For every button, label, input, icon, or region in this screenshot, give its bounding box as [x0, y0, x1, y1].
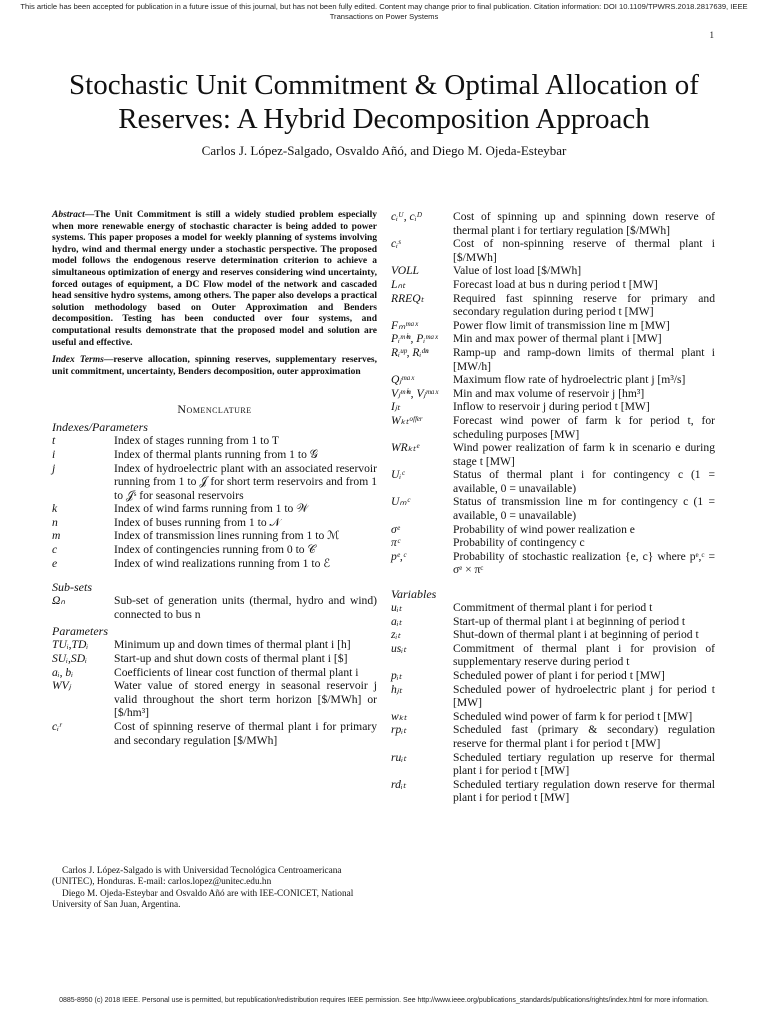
- nomenclature-symbol: Pᵢᵐⁱⁿ, Pᵢᵐᵃˣ: [391, 332, 438, 346]
- nomenclature-description: Status of thermal plant i for contingency c (1 = available, 0 = unavailable): [453, 468, 715, 495]
- nomenclature-symbol: Uᵢᶜ: [391, 468, 405, 482]
- nomenclature-description: Commitment of thermal plant i for period t: [453, 601, 653, 615]
- nomenclature-symbol: Rᵢᵘᵖ, Rᵢᵈⁿ: [391, 345, 429, 359]
- index-row: [52, 462, 377, 503]
- paper-title: Stochastic Unit Commitment & Optimal Allocation of Reserves: A Hybrid Decomposition Approach: [69, 69, 699, 135]
- nomenclature-symbol: Wₖₜᵒᶠᶠᵉʳ: [391, 413, 422, 427]
- subsets-list: [52, 594, 377, 621]
- parameter-row: [391, 400, 715, 414]
- variable-row: [391, 628, 715, 642]
- nomenclature-symbol: n: [52, 515, 58, 529]
- nomenclature-title: Nomenclature: [177, 402, 252, 417]
- nomenclature-symbol: aᵢₜ: [391, 614, 403, 628]
- nomenclature-symbol: Qⱼᵐᵃˣ: [391, 373, 415, 387]
- nomenclature-description: Status of transmission line m for contingency c (1 = available, 0 = unavailable): [453, 495, 715, 523]
- nomenclature-symbol: c: [52, 543, 58, 557]
- nomenclature-description: Index of buses running from 1 to 𝒩: [114, 515, 281, 529]
- nomenclature-description: Start-up of thermal plant i at beginning of period t: [453, 614, 686, 628]
- nomenclature-symbol: σᵉ: [391, 522, 400, 536]
- variable-row: [391, 778, 715, 805]
- abstract: [52, 210, 377, 349]
- nomenclature-description: Commitment of thermal plant i for provision of supplementary reserve during period t: [453, 641, 715, 669]
- nomenclature-description: Min and max power of thermal plant i [MW]: [453, 332, 662, 346]
- page-number: 1: [709, 30, 714, 40]
- variable-row: [391, 601, 715, 615]
- index-terms-lead: Index Terms: [52, 355, 104, 366]
- nomenclature-description: Ramp-up and ramp-down limits of thermal plant i [MW/h]: [453, 345, 715, 373]
- nomenclature-symbol: WRₖₜᵉ: [391, 441, 420, 455]
- nomenclature-description: Scheduled wind power of farm k for period t [MW]: [453, 709, 693, 723]
- variable-row: [391, 615, 715, 629]
- nomenclature-description: Start-up and shut down costs of thermal plant i [$]: [114, 652, 348, 666]
- index-row: [52, 557, 377, 571]
- parameter-row: [391, 536, 715, 550]
- nomenclature-description: Index of hydroelectric plant with an associated reservoir running from 1 to 𝒥 for short term reservoirs and from 1 to 𝒥ˢ for seasonal reservoirs: [114, 461, 377, 502]
- paper-authors: Carlos J. López-Salgado, Osvaldo Añó, and Diego M. Ojeda-Esteybar: [201, 143, 567, 158]
- nomenclature-symbol: zᵢₜ: [391, 628, 401, 642]
- parameter-row: [391, 495, 715, 522]
- parameters-list-left: [52, 638, 377, 747]
- nomenclature-description: Probability of contingency c: [453, 536, 585, 550]
- nomenclature-description: Scheduled power of hydroelectric plant j for period t [MW]: [453, 682, 715, 710]
- nomenclature-description: Index of transmission lines running from 1 to ℳ: [114, 529, 340, 543]
- parameters-list-right: [391, 210, 715, 577]
- nomenclature-description: Value of lost load [$/MWh]: [453, 264, 582, 278]
- nomenclature-description: Probability of wind power realization e: [453, 522, 635, 536]
- abstract-text: —The Unit Commitment is still a widely studied problem especially when more renewable energy of stochastic character is being added to power systems. This paper proposes a model for weekly planning of systems involving hydro, wind and thermal energy under a stochastic perspective. The proposed model follows the endogenous reserve determination criterion to achieve a simultaneous optimization of energy and reserves considering wind uncertainty, forced outages of equipment, a DC Flow model of the network and cascaded head sensitive hydro systems, among others. The paper also develops a practical solution methodology based on Outer Approximation and Benders decomposition. Testing has been conducted over four systems, and computational results demonstrate that the proposed model and solution are useful and effective.: [52, 210, 377, 348]
- nomenclature-description: Minimum up and down times of thermal plant i [h]: [114, 638, 351, 652]
- nomenclature-description: Probability of stochastic realization {e, c} where pᵉ,ᶜ = σᵉ × πᶜ: [453, 549, 715, 577]
- nomenclature-symbol: cᵢˢ: [391, 237, 401, 251]
- parameter-row: [391, 468, 715, 495]
- variable-row: [391, 751, 715, 778]
- abstract-lead: Abstract: [52, 210, 85, 220]
- copyright-notice: 0885-8950 (c) 2018 IEEE. Personal use is permitted, but republication/redistribution requires IEEE permission. See http://www.ieee.org/publications_standards/publications/rights/index.html for more information.: [59, 997, 709, 1004]
- parameter-row: [391, 237, 715, 264]
- nomenclature-symbol: πᶜ: [391, 536, 400, 550]
- variable-row: [391, 723, 715, 750]
- subset-row: [52, 594, 377, 621]
- footnote-line-2: Diego M. Ojeda-Esteybar and Osvaldo Añó are with IEE-CONICET, National University of San Juan, Argentina.: [52, 888, 354, 910]
- nomenclature-symbol: m: [52, 529, 61, 543]
- nomenclature-symbol: VOLL: [391, 264, 420, 278]
- index-row: [52, 448, 377, 462]
- nomenclature-symbol: t: [52, 434, 56, 448]
- nomenclature-description: Index of wind realizations running from 1 to ℰ: [114, 556, 331, 570]
- parameter-row: [52, 666, 377, 680]
- publication-notice: This article has been accepted for publication in a future issue of this journal, but has not been fully edited. Content may change prior to final publication. Citation information: DOI 10.1109/TPWRS.2018.2817639, IEEE Transactions on Power Systems: [20, 2, 748, 21]
- nomenclature-description: Maximum flow rate of hydroelectric plant j [m³/s]: [453, 373, 686, 387]
- nomenclature-symbol: pᵢₜ: [391, 669, 403, 682]
- footnote-line-1: Carlos J. López-Salgado is with Universidad Tecnológica Centroamericana (UNITEC), Honduras. E-mail: carlos.lopez@unitec.edu.hn: [52, 866, 342, 888]
- parameter-row: [391, 210, 715, 237]
- nomenclature-symbol: rpᵢₜ: [391, 723, 407, 737]
- nomenclature-symbol: SUᵢ,SDᵢ: [52, 652, 87, 666]
- index-terms-text: —reserve allocation, spinning reserves, supplementary reserves, unit commitment, uncertainty, Benders decomposition, outer approximation: [52, 355, 377, 377]
- nomenclature-description: Coefficients of linear cost function of thermal plant i: [114, 665, 359, 679]
- parameter-row: [391, 414, 715, 441]
- parameter-row: [52, 679, 377, 720]
- nomenclature-description: Water value of stored energy in seasonal reservoir j valid throughout the short term horizon [$/MWh] or [$/hm³]: [114, 679, 377, 720]
- index-row: [52, 516, 377, 530]
- nomenclature-symbol: i: [52, 447, 56, 461]
- variable-row: [391, 642, 715, 669]
- nomenclature-symbol: cᵢʳ: [52, 720, 62, 733]
- parameter-row: [52, 638, 377, 652]
- parameter-row: [391, 332, 715, 346]
- nomenclature-symbol: hⱼₜ: [391, 682, 403, 696]
- index-row: [52, 529, 377, 543]
- nomenclature-description: Forecast wind power of farm k for period t, for scheduling purposes [MW]: [453, 413, 715, 441]
- nomenclature-symbol: WVⱼ: [52, 679, 71, 693]
- nomenclature-symbol: ruᵢₜ: [391, 750, 407, 764]
- parameter-row: [391, 346, 715, 373]
- nomenclature-description: Cost of spinning reserve of thermal plant i for primary and secondary regulation [$/MWh]: [114, 720, 377, 747]
- nomenclature-description: Shut-down of thermal plant i at beginning of period t: [453, 628, 699, 642]
- parameter-row: [391, 523, 715, 537]
- nomenclature-symbol: cᵢᵁ, cᵢᴰ: [391, 210, 423, 223]
- nomenclature-symbol: j: [52, 461, 56, 475]
- parameter-row: [391, 373, 715, 387]
- variable-row: [391, 683, 715, 710]
- nomenclature-symbol: usᵢₜ: [391, 641, 407, 655]
- parameter-row: [391, 319, 715, 333]
- index-row: [52, 434, 377, 448]
- parameter-row: [391, 441, 715, 468]
- nomenclature-symbol: Iⱼₜ: [391, 400, 401, 414]
- nomenclature-symbol: Fₘᵐᵃˣ: [391, 318, 419, 332]
- nomenclature-description: Scheduled tertiary regulation up reserve for thermal plant i for period t [MW]: [453, 750, 715, 778]
- indexes-list: [52, 434, 377, 570]
- nomenclature-symbol: Vⱼᵐⁱⁿ, Vⱼᵐᵃˣ: [391, 386, 439, 400]
- parameter-row: [391, 278, 715, 292]
- nomenclature-symbol: TUᵢ,TDᵢ: [52, 638, 89, 652]
- nomenclature-description: Cost of non-spinning reserve of thermal plant i [$/MWh]: [453, 237, 715, 264]
- parameter-row: [52, 652, 377, 666]
- nomenclature-symbol: RREQₜ: [391, 291, 425, 305]
- parameter-row: [391, 292, 715, 319]
- index-row: [52, 502, 377, 516]
- nomenclature-description: Min and max volume of reservoir j [hm³]: [453, 386, 645, 400]
- nomenclature-symbol: e: [52, 556, 58, 570]
- parameter-row: [52, 720, 377, 747]
- nomenclature-description: Sub-set of generation units (thermal, hydro and wind) connected to bus n: [114, 594, 377, 621]
- variables-heading: Variables: [391, 587, 437, 602]
- nomenclature-symbol: Lₙₜ: [391, 277, 406, 291]
- parameter-row: [391, 550, 715, 577]
- nomenclature-description: Index of thermal plants running from 1 to 𝒢: [114, 447, 319, 461]
- nomenclature-description: Cost of spinning up and spinning down reserve of thermal plant i for tertiary regulation [$/MWh]: [453, 210, 715, 237]
- indexes-heading: Indexes/Parameters: [52, 420, 148, 435]
- nomenclature-symbol: k: [52, 502, 58, 516]
- nomenclature-symbol: pᵉ,ᶜ: [391, 549, 406, 563]
- nomenclature-symbol: rdᵢₜ: [391, 777, 407, 791]
- right-column: [391, 210, 715, 805]
- author-footnote: [52, 866, 377, 911]
- nomenclature-description: Inflow to reservoir j during period t [MW]: [453, 400, 650, 414]
- index-row: [52, 543, 377, 557]
- variable-row: [391, 669, 715, 683]
- nomenclature-description: Required fast spinning reserve for primary and secondary regulation during period t [MW]: [453, 291, 715, 319]
- nomenclature-description: Index of stages running from 1 to T: [114, 434, 279, 448]
- nomenclature-symbol: wₖₜ: [391, 709, 408, 723]
- nomenclature-symbol: uᵢₜ: [391, 601, 403, 615]
- variable-row: [391, 710, 715, 724]
- nomenclature-description: Scheduled power of plant i for period t [MW]: [453, 669, 665, 682]
- parameter-row: [391, 264, 715, 278]
- nomenclature-symbol: Uₘᶜ: [391, 495, 410, 509]
- parameter-row: [391, 387, 715, 401]
- nomenclature-description: Scheduled fast (primary & secondary) regulation reserve for thermal plant i for period t [MW]: [453, 723, 715, 750]
- variables-list: [391, 601, 715, 805]
- nomenclature-symbol: aᵢ, bᵢ: [52, 665, 74, 679]
- nomenclature-description: Forecast load at bus n during period t [MW]: [453, 277, 658, 291]
- nomenclature-description: Scheduled tertiary regulation down reserve for thermal plant i for period t [MW]: [453, 777, 715, 805]
- nomenclature-description: Index of wind farms running from 1 to 𝒲: [114, 502, 309, 516]
- nomenclature-description: Power flow limit of transmission line m [MW]: [453, 318, 670, 332]
- left-column: [52, 210, 377, 747]
- parameters-heading: Parameters: [52, 624, 108, 639]
- subsets-heading: Sub-sets: [52, 580, 92, 595]
- nomenclature-description: Index of contingencies running from 0 to 𝒞: [114, 543, 316, 557]
- index-terms: [52, 355, 377, 378]
- nomenclature-description: Wind power realization of farm k in scenario e during stage t [MW]: [453, 441, 715, 468]
- nomenclature-symbol: Ωₙ: [52, 594, 66, 608]
